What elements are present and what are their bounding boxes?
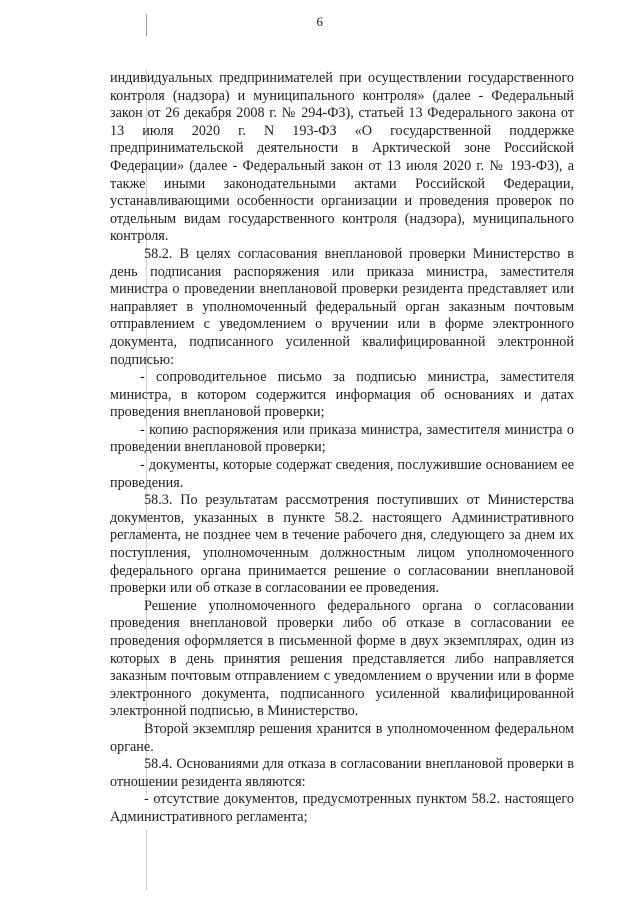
document-body (110, 70, 574, 827)
paragraph-58-2: 58.2. В целях согласования внеплановой проверки Министерство в день подписания распоряжения или приказа министра, заместителя министра о проведении внеплановой проверки резидента представляет или направляет в уполномоченный федеральный орган заказным почтовым отправлением с уведомлением о вручении или в форме электронного документа, подписанного усиленной квалифицированной электронной подписью: (110, 245, 574, 368)
list-item-supporting-documents: - документы, которые содержат сведения, послужившие основанием ее проведения. (110, 457, 574, 491)
list-item-cover-letter: - сопроводительное письмо за подписью министра, заместителя министра, в котором содержится информация об основаниях и датах проведения внеплановой проверки; (110, 369, 574, 421)
list-item-missing-documents: - отсутствие документов, предусмотренных пунктом 58.2. настоящего Административного регламента; (110, 791, 574, 825)
paragraph-decision: Решение уполномоченного федерального органа о согласовании проведения внеплановой проверки либо об отказе в согласовании ее проведения оформляется в письменной форме в двух экземплярах, один из которых в день принятия решения представляется либо направляется заказным почтовым отправлением с уведомлением о вручении или в форме электронного документа, подписанного усиленной квалифицированной электронной подписью, в Министерство. (110, 597, 574, 720)
paragraph-second-copy: Второй экземпляр решения хранится в уполномоченном федеральном органе. (110, 720, 574, 755)
paragraph-58-3: 58.3. По результатам рассмотрения поступивших от Министерства документов, указанных в пункте 58.2. настоящего Административного регламента, не позднее чем в течение рабочего дня, следующего за днем их поступления, уполномоченным должностным лицом уполномоченного федерального органа принимается решение о согласовании внеплановой проверки или об отказе в согласовании ее проведения. (110, 492, 574, 597)
paragraph-58-4: 58.4. Основаниями для отказа в согласовании внеплановой проверки в отношении резидента являются: (110, 756, 574, 790)
list-item-order-copy: - копию распоряжения или приказа министра, заместителя министра о проведении внеплановой проверки; (110, 421, 574, 456)
scan-artifact-line-top (146, 14, 147, 36)
scan-artifact-line-bottom (146, 830, 147, 890)
page-number: 6 (316, 14, 324, 29)
paragraph-law-references: индивидуальных предпринимателей при осуществлении государственного контроля (надзора) и муниципального контроля» (далее - Федеральный закон от 26 декабря 2008 г. № 294-ФЗ), статьей 13 Федерального закона от 13 июля 2020 г. N 193-ФЗ «О государственной поддержке предпринимательской деятельности в Арктической зоне Российской Федерации» (далее - Федеральный закон от 13 июля 2020 г. № 193-ФЗ), а также иными законодательными актами Российской Федерации, устанавливающими особенности организации и проведения проверок по отдельным видам государственного контроля (надзора), муниципального контроля. (110, 70, 574, 245)
